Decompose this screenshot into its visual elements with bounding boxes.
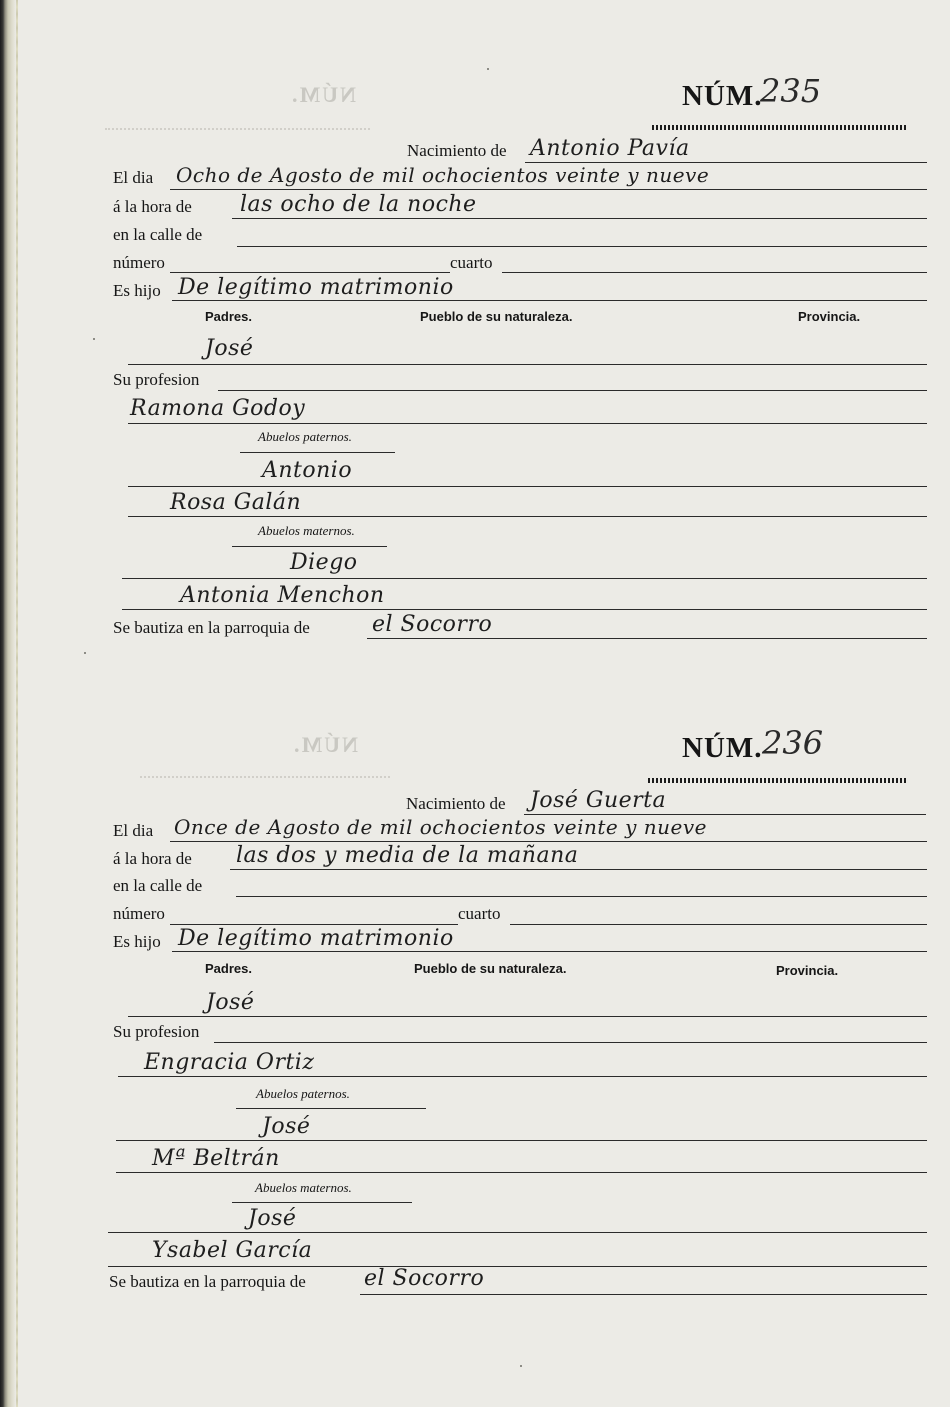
hijo-value: De legítimo matrimonio — [178, 275, 454, 300]
abuelos-paternos-label: Abuelos paternos. — [256, 1086, 350, 1101]
record-number-value: 236 — [762, 724, 824, 762]
cuarto-label: cuarto — [450, 253, 493, 272]
dia-line — [170, 189, 927, 190]
abuelo-materno-line — [122, 578, 927, 579]
record-number-value: 235 — [760, 72, 822, 110]
abuela-paterna-line — [116, 1172, 927, 1173]
numero-line — [170, 924, 458, 925]
profesion-line — [218, 390, 927, 391]
abuelo-paterno-name: Antonio — [262, 458, 353, 483]
dia-value: Ocho de Agosto de mil ochocientos veinte y nueve — [176, 163, 710, 187]
numero-label: número — [113, 904, 165, 923]
abuela-paterna-name: Rosa Galán — [170, 490, 302, 515]
decorative-rule — [648, 778, 908, 783]
abuelos-paternos-label: Abuelos paternos. — [258, 429, 352, 444]
calle-line — [237, 246, 927, 247]
abuelo-materno-name: Diego — [290, 550, 358, 575]
nacimiento-label: Nacimiento de — [407, 141, 507, 160]
abuelo-materno-name: José — [248, 1206, 297, 1231]
calle-label: en la calle de — [113, 225, 203, 244]
numero-label: número — [113, 253, 165, 272]
abuelos-maternos-rule — [232, 1202, 412, 1203]
paper-speck — [93, 338, 95, 340]
bleed-through-mark: NÚM. — [290, 82, 357, 107]
padres-header: Padres. — [205, 309, 252, 324]
provincia-header: Provincia. — [798, 309, 861, 324]
paper-speck — [84, 652, 86, 654]
hijo-label: Es hijo — [113, 281, 161, 300]
cuarto-line — [502, 272, 927, 273]
dia-line — [170, 841, 927, 842]
profesion-label: Su profesion — [113, 370, 200, 389]
paper-speck — [520, 1365, 522, 1367]
pueblo-header: Pueblo de su naturaleza. — [420, 309, 573, 324]
dia-value: Once de Agosto de mil ochocientos veinte y nueve — [174, 815, 707, 839]
abuelo-paterno-line — [116, 1140, 927, 1141]
birth-record-236 — [0, 652, 950, 1332]
birth-record-235 — [0, 0, 950, 680]
cuarto-label: cuarto — [458, 904, 501, 923]
hora-value: las dos y media de la mañana — [236, 843, 579, 868]
padre-name: José — [206, 990, 255, 1015]
parroquia-value: el Socorro — [372, 612, 493, 637]
dia-label: El dia — [113, 168, 154, 187]
parroquia-line — [360, 1294, 927, 1295]
madre-line — [128, 423, 927, 424]
profesion-line — [214, 1042, 927, 1043]
abuela-paterna-line — [128, 516, 927, 517]
numero-line — [170, 272, 450, 273]
nacimiento-value: José Guerta — [530, 788, 667, 813]
hora-line — [232, 218, 927, 219]
parroquia-value: el Socorro — [364, 1266, 485, 1291]
abuela-materna-name: Antonia Menchon — [180, 583, 385, 608]
hijo-line — [172, 951, 927, 952]
hora-label: á la hora de — [113, 849, 192, 868]
nacimiento-label: Nacimiento de — [406, 794, 506, 813]
abuela-materna-line — [122, 609, 927, 610]
hora-line — [230, 869, 927, 870]
record-number-label: NÚM. — [682, 732, 763, 764]
abuela-materna-line — [108, 1266, 927, 1267]
record-number-label: NÚM. — [682, 80, 763, 112]
abuelos-paternos-rule — [240, 452, 395, 453]
hora-label: á la hora de — [113, 197, 192, 216]
padres-header: Padres. — [205, 961, 252, 976]
hijo-line — [172, 300, 927, 301]
calle-label: en la calle de — [113, 876, 203, 895]
provincia-header: Provincia. — [776, 963, 839, 978]
abuela-materna-name: Ysabel García — [152, 1238, 313, 1263]
pueblo-header: Pueblo de su naturaleza. — [414, 961, 567, 976]
abuelo-materno-line — [108, 1232, 927, 1233]
hijo-label: Es hijo — [113, 932, 161, 951]
decorative-rule — [652, 125, 908, 130]
cuarto-line — [510, 924, 927, 925]
padre-name: José — [205, 336, 254, 361]
profesion-label: Su profesion — [113, 1022, 200, 1041]
parroquia-label: Se bautiza en la parroquia de — [113, 618, 310, 637]
abuelos-maternos-rule — [232, 546, 387, 547]
madre-name: Engracia Ortiz — [144, 1050, 315, 1075]
madre-line — [118, 1076, 927, 1077]
dia-label: El dia — [113, 821, 154, 840]
padre-line — [128, 364, 927, 365]
abuelo-paterno-name: José — [262, 1114, 311, 1139]
abuelo-paterno-line — [128, 486, 927, 487]
abuelos-maternos-label: Abuelos maternos. — [255, 1180, 352, 1195]
madre-name: Ramona Godoy — [130, 396, 306, 421]
hijo-value: De legítimo matrimonio — [178, 926, 454, 951]
hora-value: las ocho de la noche — [240, 192, 477, 217]
abuela-paterna-name: Mª Beltrán — [152, 1146, 280, 1171]
abuelos-maternos-label: Abuelos maternos. — [258, 523, 355, 538]
parroquia-label: Se bautiza en la parroquia de — [109, 1272, 306, 1291]
parroquia-line — [367, 638, 927, 639]
calle-line — [236, 896, 927, 897]
nacimiento-value: Antonio Pavía — [530, 136, 690, 161]
padre-line — [128, 1016, 927, 1017]
paper-speck — [487, 68, 489, 70]
bleed-through-mark: NÚM. — [292, 732, 359, 757]
abuelos-paternos-rule — [236, 1108, 426, 1109]
